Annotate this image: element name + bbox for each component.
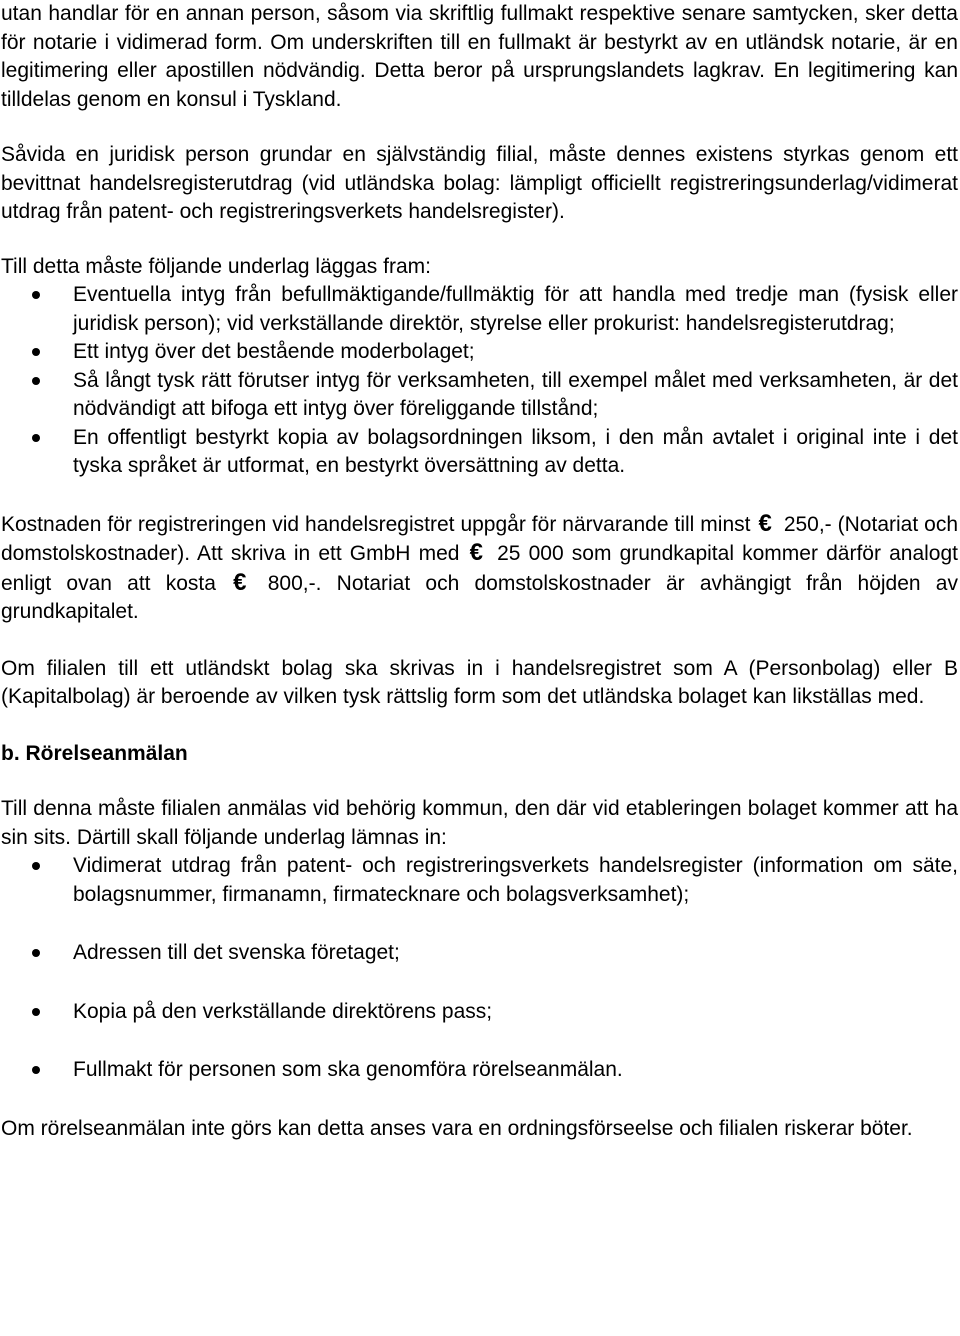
list-item: Ett intyg över det bestående moderbolaget;	[1, 338, 958, 367]
list-item: Kopia på den verkställande direktörens pass;	[1, 998, 958, 1027]
bullet-icon	[32, 1008, 40, 1016]
paragraph-kostnad: Kostnaden för registreringen vid handelsregistret uppgår för närvarande till minst € 250,- (Notariat och domstolskostnader). Att skriva in ett GmbH med € 25 000 som grundkapital kommer därför analogt enligt ovan att kosta € 800,-. Notariat och domstolskostnader är avhängigt från höjden av grundkapitalet.	[1, 509, 959, 623]
paragraph-boter: Om rörelseanmälan inte görs kan detta anses vara en ordningsförseelse och filialen riskerar böter.	[1, 1116, 913, 1140]
bullet-icon	[32, 434, 40, 442]
bullet-icon	[32, 348, 40, 356]
list-item: Adressen till det svenska företaget;	[1, 939, 958, 968]
document-page	[1, 0, 958, 1143]
list-item: En offentligt bestyrkt kopia av bolagsordningen liksom, i den mån avtalet i original inte i det tyska språket är utformat, en bestyrkt översättning av detta.	[1, 424, 958, 481]
euro-icon: €	[233, 568, 247, 596]
bullet-icon	[32, 1066, 40, 1074]
paragraph-juridisk-person: Såvida en juridisk person grundar en självständig filial, måste dennes existens styrkas genom ett bevittnat handelsregisterutdrag (vid utländska bolag: lämpligt officiellt registreringsunderlag/vidimerat utdrag från patent- och registreringsverkets handelsregister).	[1, 143, 958, 223]
underlag-list	[1, 281, 958, 481]
euro-icon: €	[469, 539, 483, 566]
anmalan-list	[1, 852, 958, 1085]
list-item: Fullmakt för personen som ska genomföra rörelseanmälan.	[1, 1056, 958, 1085]
bullet-icon	[32, 949, 40, 957]
list-item: Så långt tysk rätt förutser intyg för verksamheten, till exempel målet med verksamheten, är det nödvändigt att bifoga ett intyg över föreliggande tillstånd;	[1, 367, 958, 424]
section-heading: b. Rörelseanmälan	[1, 741, 188, 765]
list-item: Eventuella intyg från befullmäktigande/fullmäktig för att handla med tredje man (fysisk eller juridisk person); vid verkställande direktör, styrelse eller prokurist: handelsregisterutdrag;	[1, 281, 958, 338]
bullet-icon	[32, 291, 40, 299]
paragraph-filial-typ: Om filialen till ett utländskt bolag ska skrivas in i handelsregistret som A (Personbolag) eller B (Kapitalbolag) är beroende av vilken tysk rättslig form som det utländska bolaget kan likställas med.	[1, 656, 958, 708]
euro-icon: €	[758, 509, 772, 537]
paragraph-underlag-intro: Till detta måste följande underlag läggas fram:	[1, 254, 431, 278]
list-item: Vidimerat utdrag från patent- och registreringsverkets handelsregister (information om säte, bolagsnummer, firmanamn, firmatecknare och bolagsverksamhet);	[1, 852, 958, 909]
paragraph-anmalan: Till denna måste filialen anmälas vid behörig kommun, den där vid etableringen bolaget kommer att ha sin sits. Därtill skall följande underlag lämnas in:	[1, 797, 958, 849]
paragraph-fullmakt: utan handlar för en annan person, såsom via skriftlig fullmakt respektive senare samtycken, sker detta för notarie i vidimerad form. Om underskriften till en fullmakt är bestyrkt av en utländsk notarie, är en legitimering eller apostillen nödvändig. Detta beror på ursprungslandets lagkrav. En legitimering kan tilldelas genom en konsul i Tyskland.	[1, 2, 958, 111]
bullet-icon	[32, 862, 40, 870]
bullet-icon	[32, 377, 40, 385]
